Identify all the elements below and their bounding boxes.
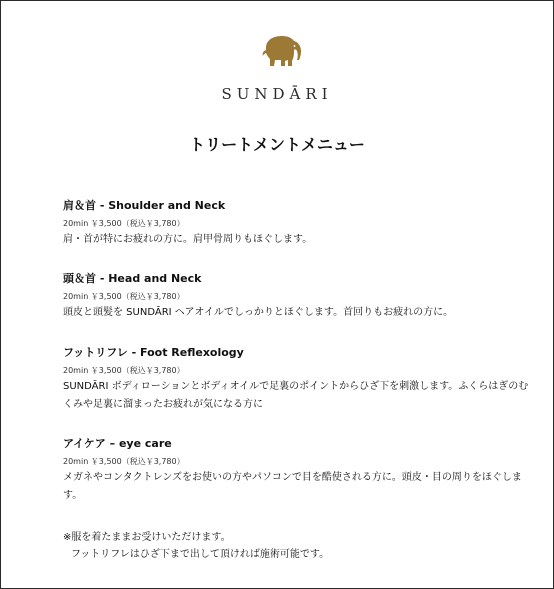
menu-item-head-neck [63, 272, 533, 322]
note-clothing: ※服を着たままお受けいただけます。 [63, 532, 231, 543]
menu-item-eye-care [63, 437, 533, 505]
item-description: 肩・首が特にお疲れの方に。肩甲骨周りもほぐします。 [63, 234, 313, 245]
item-description: 頭皮と頭髪を SUNDĀRI ヘアオイルでしっかりとほぐします。首回りもお疲れの方に。 [63, 307, 454, 318]
menu-item-shoulder-neck [63, 199, 533, 249]
page-title: トリートメントメニュー [189, 135, 365, 154]
item-price: 20min ￥3,500（税込￥3,780） [63, 219, 185, 228]
item-heading: アイケア – eye care [63, 437, 172, 450]
item-heading: 肩＆首 - Shoulder and Neck [63, 199, 226, 212]
item-price: 20min ￥3,500（税込￥3,780） [63, 366, 185, 375]
item-price: 20min ￥3,500（税込￥3,780） [63, 457, 185, 466]
brand-name: SUNDĀRI [221, 85, 333, 103]
item-price: 20min ￥3,500（税込￥3,780） [63, 292, 185, 301]
note-foot-reflexology: フットリフレはひざ下まで出して頂ければ施術可能です。 [71, 549, 330, 560]
item-description: メガネやコンタクトレンズをお使いの方やパソコンで目を酷使される方に。頭皮・目の周りをほぐします。 [63, 472, 522, 501]
menu-item-foot-reflexology [63, 346, 533, 414]
notes [63, 529, 533, 563]
item-heading: フットリフレ - Foot Reflexology [63, 346, 244, 359]
elephant-icon [261, 33, 303, 67]
item-heading: 頭＆首 - Head and Neck [63, 272, 202, 285]
item-description: SUNDĀRI ボディローションとボディオイルで足裏のポイントからひざ下を刺激します。ふくらはぎのむくみや足裏に溜まったお疲れが気になる方に [63, 381, 529, 410]
